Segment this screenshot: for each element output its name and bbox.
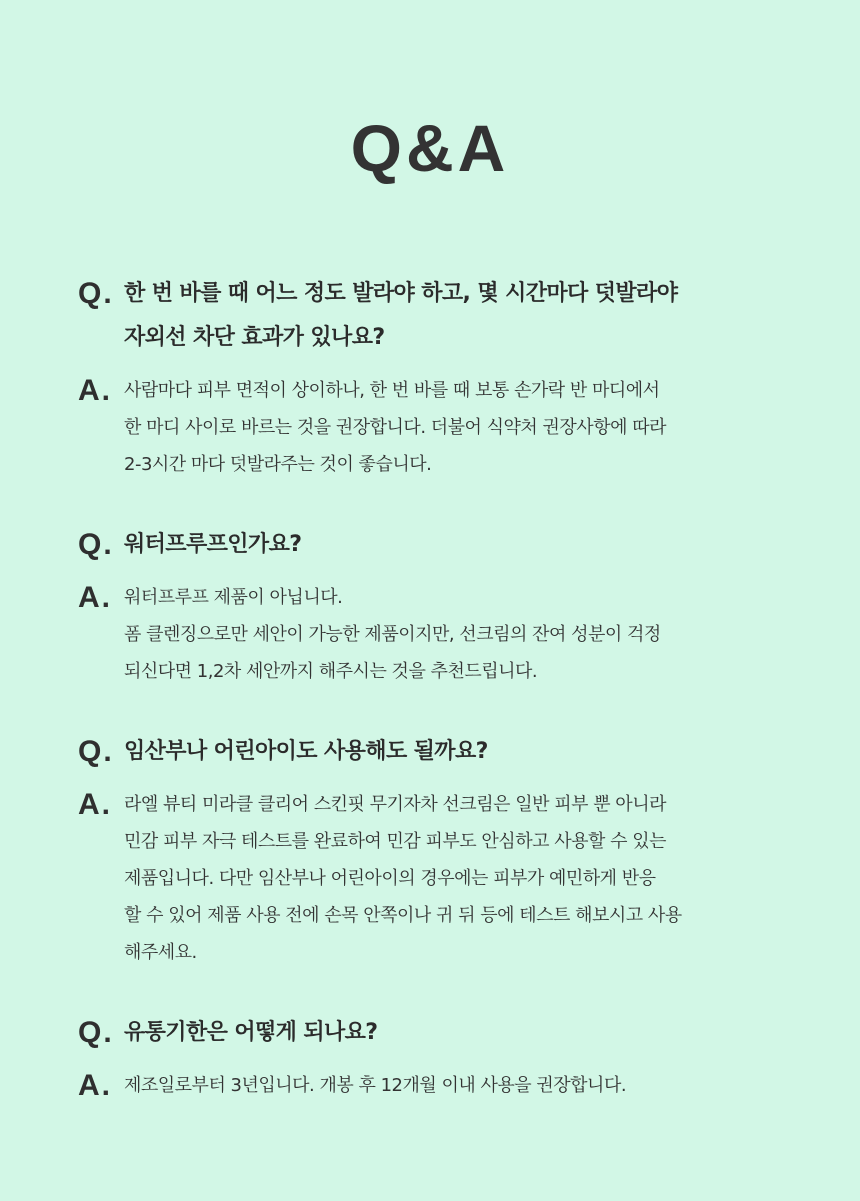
q-mark: Q. [78,528,114,561]
qa-item-1 [78,272,798,483]
page-title: Q&A [350,111,510,185]
answer-row [78,1067,798,1104]
q-mark: Q. [78,277,114,310]
qa-item-2 [78,523,798,690]
qa-item-4 [78,1011,798,1104]
question-row [78,730,798,774]
question-row [78,272,798,360]
answer-text: 제조일로부터 3년입니다. 개봉 후 12개월 이내 사용을 권장합니다. [124,1075,627,1096]
a-mark: A. [78,1069,112,1102]
question-text: 한 번 바를 때 어느 정도 발라야 하고, 몇 시간마다 덧발라야 자외선 차단 효과가 있나요? [124,281,678,350]
qa-item-3 [78,730,798,971]
answer-row [78,372,798,483]
answer-row [78,786,798,971]
qa-list [78,272,798,1104]
answer-text: 라엘 뷰티 미라클 클리어 스킨핏 무기자차 선크림은 일반 피부 뿐 아니라 민감 피부 자극 테스트를 완료하여 민감 피부도 안심하고 사용할 수 있는 제품입니다. 다만 임산부나 어린아이의 경우에는 피부가 예민하게 반응 할 수 있어 제품 사용 전에 손목 안쪽이나 귀 뒤 등에 테스트 해보시고 사용 해주세요. [124,794,682,963]
question-text: 임산부나 어린아이도 사용해도 될까요? [124,739,488,764]
question-row [78,523,798,567]
answer-row [78,579,798,690]
answer-text: 워터프루프 제품이 아닙니다. 폼 클렌징으로만 세안이 가능한 제품이지만, 선크림의 잔여 성분이 걱정 되신다면 1,2차 세안까지 해주시는 것을 추천드립니다. [124,587,661,682]
q-mark: Q. [78,735,114,768]
answer-text: 사람마다 피부 면적이 상이하나, 한 번 바를 때 보통 손가락 반 마디에서 한 마디 사이로 바르는 것을 권장합니다. 더불어 식약처 권장사항에 따라 2-3시간 마다 덧발라주는 것이 좋습니다. [124,380,666,475]
question-text: 유통기한은 어떻게 되나요? [124,1020,378,1045]
a-mark: A. [78,374,112,407]
q-mark: Q. [78,1016,114,1049]
question-row [78,1011,798,1055]
question-text: 워터프루프인가요? [124,532,302,557]
a-mark: A. [78,581,112,614]
a-mark: A. [78,788,112,821]
